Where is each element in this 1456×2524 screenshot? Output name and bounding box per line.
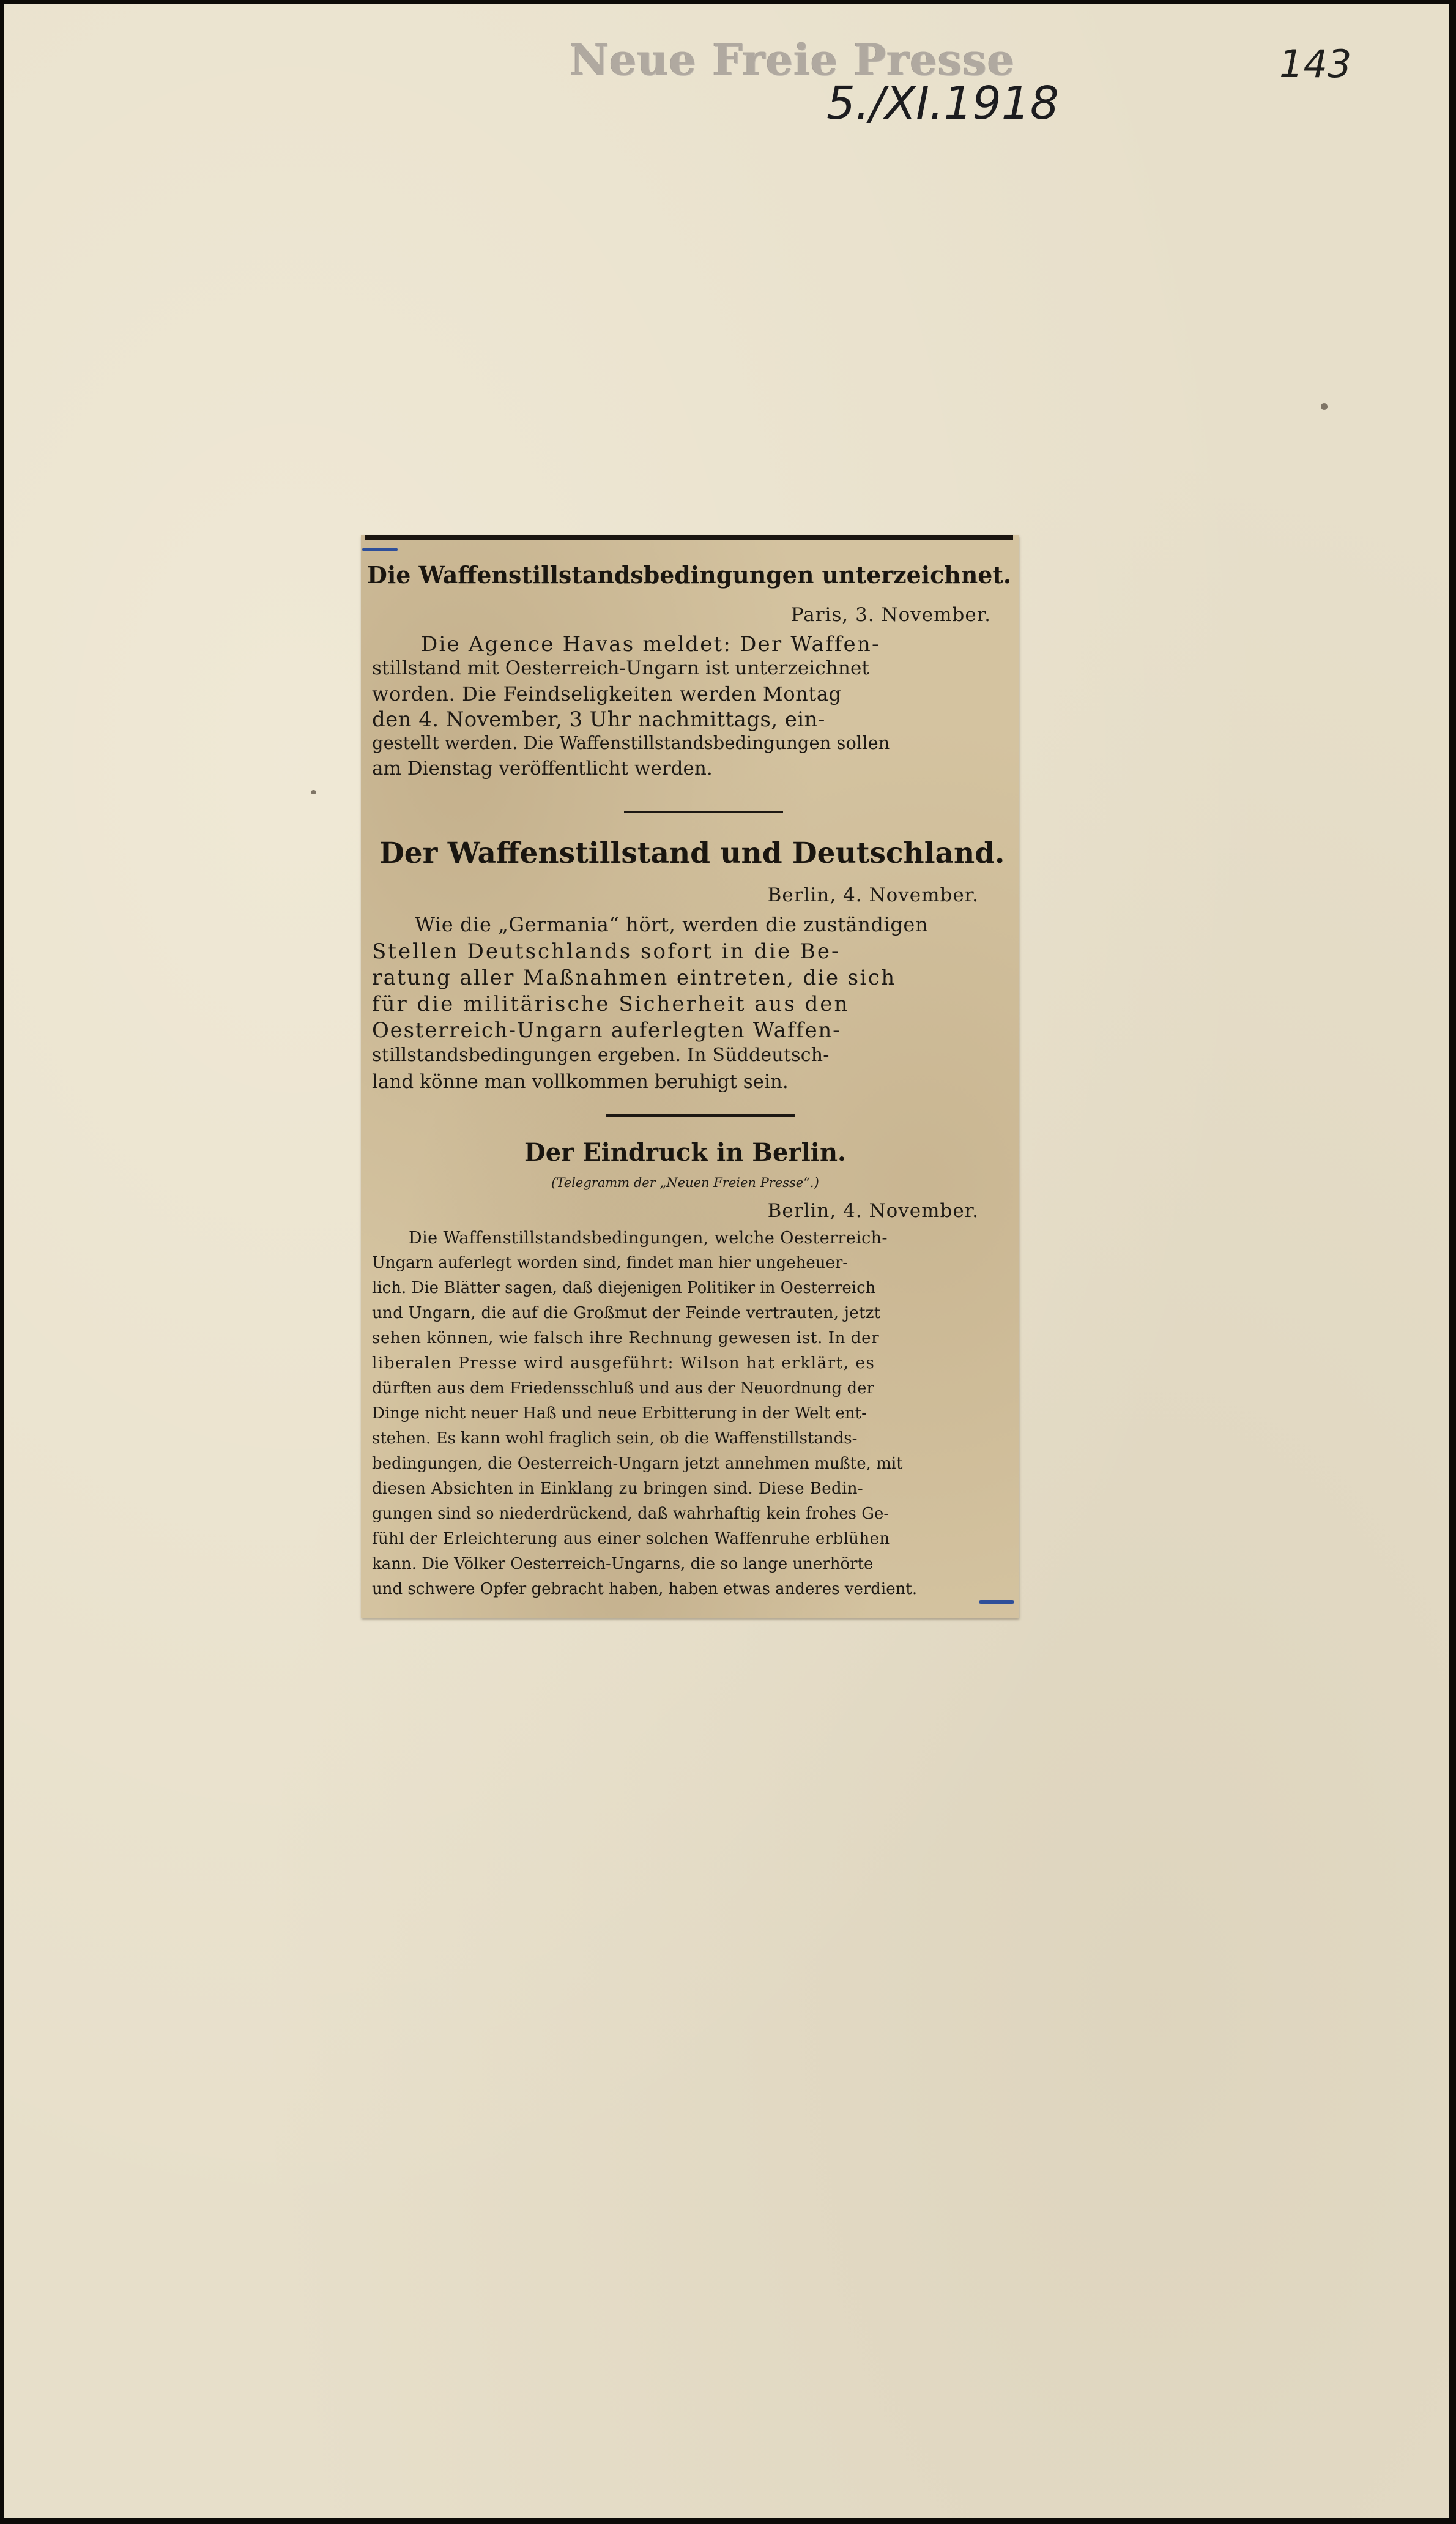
article-line: Die Agence Havas meldet: Der Waffen-	[421, 632, 880, 657]
headline-2: Der Waffenstillstand und Deutschland.	[379, 836, 1005, 870]
article-line: fühl der Erleichterung aus einer solchen Waffenruhe erblühen	[372, 1530, 890, 1548]
article-line: Oesterreich-Ungarn auferlegten Waffen-	[372, 1018, 841, 1043]
blue-pencil-mark	[362, 548, 398, 551]
newspaper-clipping	[361, 535, 1019, 1618]
article-line: worden. Die Feindseligkeiten werden Montag	[372, 682, 842, 705]
dateline-3: Berlin, 4. November.	[767, 1200, 979, 1222]
article-line: stillstandsbedingungen ergeben. In Süddeutsch-	[372, 1044, 830, 1066]
article-line: stillstand mit Oesterreich-Ungarn ist unterzeichnet	[372, 657, 869, 679]
article-line: ratung aller Maßnahmen eintreten, die sich	[372, 966, 896, 990]
headline-3: Der Eindruck in Berlin.	[524, 1138, 846, 1167]
dateline-2: Berlin, 4. November.	[767, 884, 979, 906]
page-number: 143	[1279, 42, 1352, 86]
article-line: sehen können, wie falsch ihre Rechnung gewesen ist. In der	[372, 1329, 880, 1347]
blue-pencil-mark	[979, 1600, 1014, 1604]
article-line: Dinge nicht neuer Haß und neue Erbitterung in der Welt ent-	[372, 1404, 867, 1423]
article-line: gestellt werden. Die Waffenstillstandsbedingungen sollen	[372, 732, 890, 753]
article-line: stehen. Es kann wohl fraglich sein, ob die Waffenstillstands-	[372, 1429, 858, 1448]
article-line: Ungarn auferlegt worden sind, findet man hier ungeheuer-	[372, 1254, 849, 1272]
top-rule	[365, 535, 1013, 540]
article-line: land könne man vollkommen beruhigt sein.	[372, 1071, 789, 1093]
article-line: am Dienstag veröffentlicht werden.	[372, 758, 713, 780]
article-line: Wie die „Germania“ hört, werden die zuständigen	[415, 913, 929, 936]
telegram-note: (Telegramm der „Neuen Freien Presse“.)	[551, 1175, 819, 1190]
dateline-1: Paris, 3. November.	[790, 604, 991, 626]
headline-1: Die Waffenstillstandsbedingungen unterzeichnet.	[367, 561, 1012, 589]
article-line: dürften aus dem Friedensschluß und aus der Neuordnung der	[372, 1379, 874, 1398]
paper-speck	[311, 790, 316, 794]
article-line: kann. Die Völker Oesterreich-Ungarns, die so lange unerhörte	[372, 1555, 874, 1573]
article-line: diesen Absichten in Einklang zu bringen sind. Diese Bedin-	[372, 1480, 864, 1498]
article-line: Stellen Deutschlands sofort in die Be-	[372, 939, 841, 964]
article-line: Die Waffenstillstandsbedingungen, welche Oesterreich-	[409, 1229, 888, 1248]
article-line: und Ungarn, die auf die Großmut der Feinde vertrauten, jetzt	[372, 1304, 881, 1322]
divider-rule	[606, 1114, 795, 1117]
paper-speck	[1321, 403, 1328, 410]
article-line: und schwere Opfer gebracht haben, haben etwas anderes verdient.	[372, 1580, 918, 1598]
divider-rule	[624, 811, 783, 813]
handwritten-date: 5./XI.1918	[826, 77, 1059, 130]
article-line: für die militärische Sicherheit aus den	[372, 992, 850, 1016]
article-line: bedingungen, die Oesterreich-Ungarn jetzt annehmen mußte, mit	[372, 1454, 903, 1473]
article-line: gungen sind so niederdrückend, daß wahrhaftig kein frohes Ge-	[372, 1505, 890, 1523]
article-line: lich. Die Blätter sagen, daß diejenigen Politiker in Oesterreich	[372, 1279, 876, 1297]
article-line: liberalen Presse wird ausgeführt: Wilson hat erklärt, es	[372, 1354, 875, 1372]
newspaper-stamp: Neue Freie Presse	[570, 34, 1016, 85]
article-line: den 4. November, 3 Uhr nachmittags, ein-	[372, 707, 825, 732]
